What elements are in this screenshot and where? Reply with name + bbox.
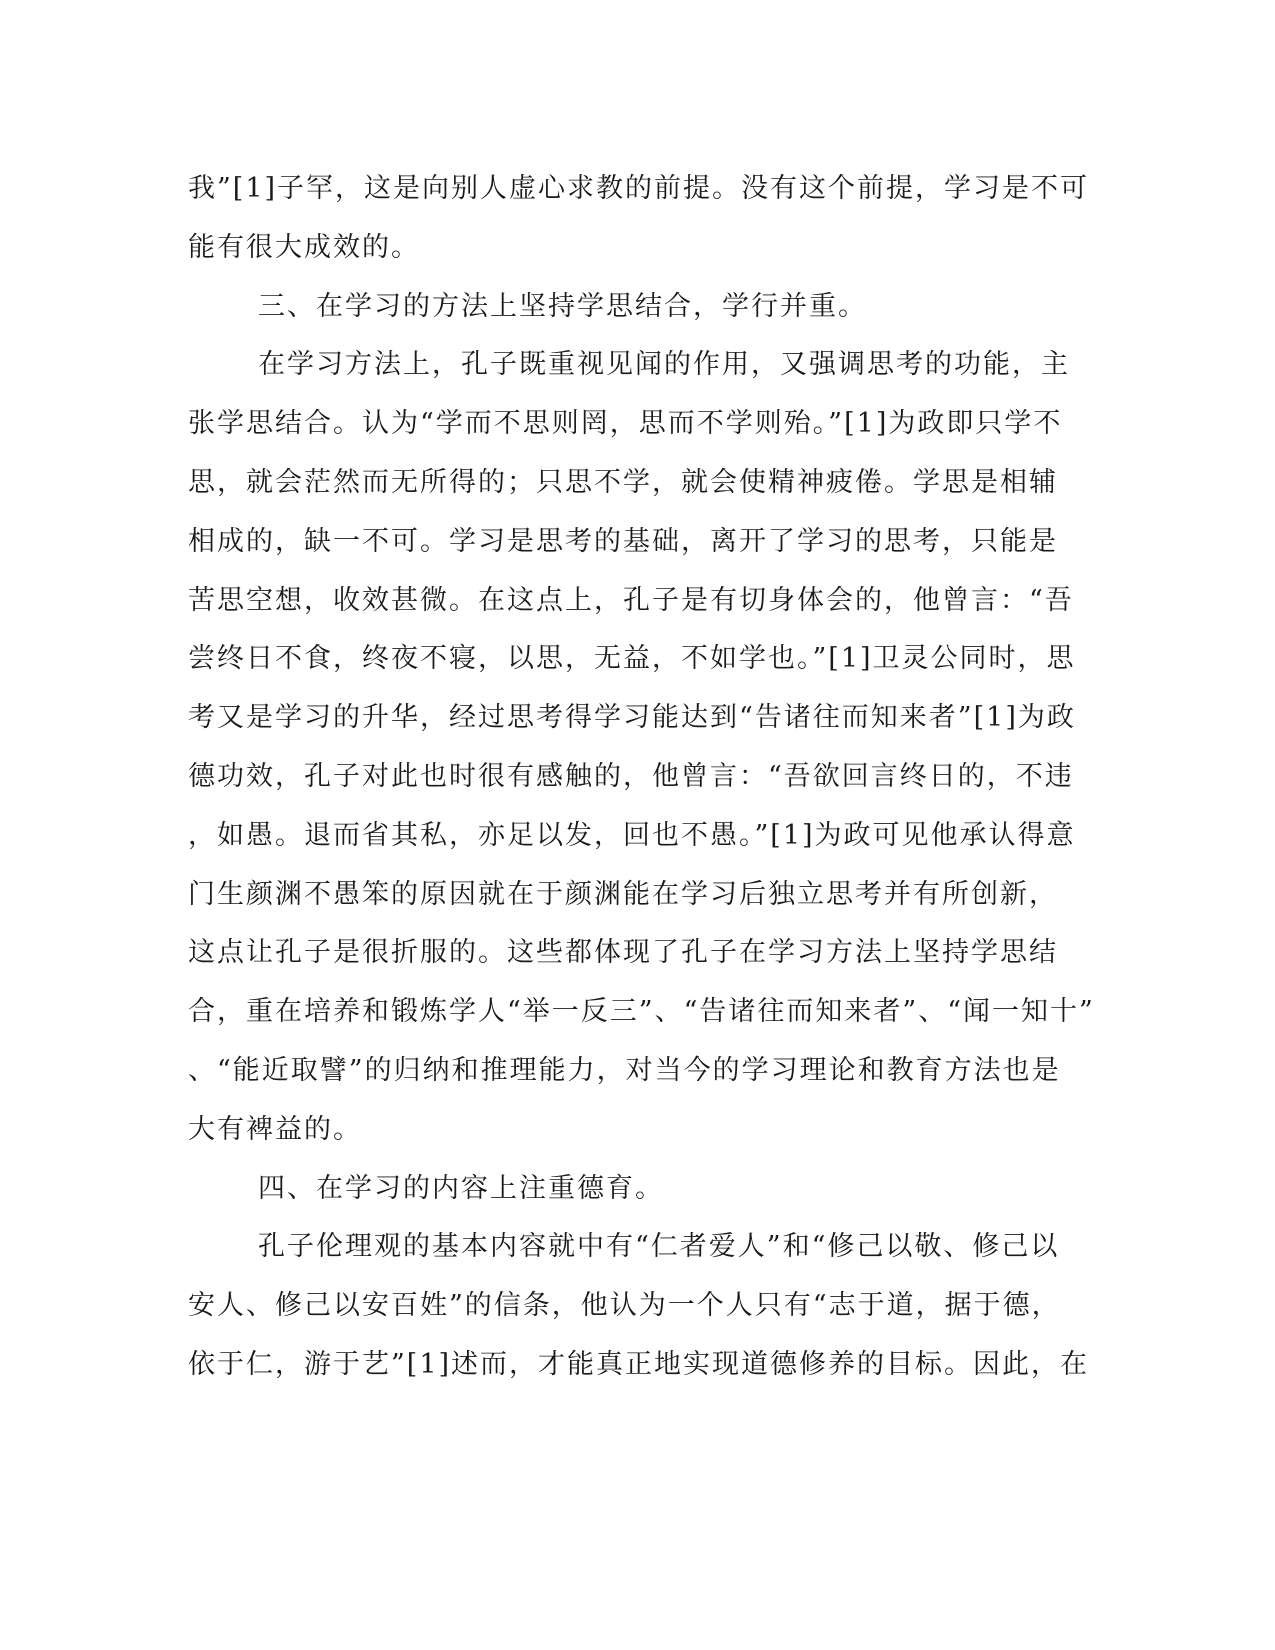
text-line: 门生颜渊不愚笨的原因就在于颜渊能在学习后独立思考并有所创新， [188,878,1058,910]
text-line: 尝终日不食，终夜不寝，以思，无益，不如学也。”[1]卫灵公同时，思 [188,643,1076,675]
text-line: ，如愚。退而省其私，亦足以发，回也不愚。”[1]为政可见他承认得意 [188,819,1076,851]
text-line: 苦思空想，收效甚微。在这点上，孔子是有切身体会的，他曾言：“吾 [188,584,1074,616]
section-heading-3: 三、在学习的方法上坚持学思结合，学行并重。 [258,290,867,322]
text-line: 我”[1]子罕，这是向别人虚心求教的前提。没有这个前提，学习是不可 [188,173,1090,204]
text-line: 能有很大成效的。 [188,231,420,263]
text-line: 思，就会茫然而无所得的；只思不学，就会使精神疲倦。学思是相辅 [188,466,1058,498]
text-line: 张学思结合。认为“学而不思则罔，思而不学则殆。”[1]为政即只学不 [188,408,1063,440]
text-line: 依于仁，游于艺”[1]述而，才能真正地实现道德修养的目标。因此，在 [188,1348,1090,1380]
text-line: 、“能近取譬”的归纳和推理能力，对当今的学习理论和教育方法也是 [188,1054,1061,1086]
text-line: 大有裨益的。 [188,1113,362,1145]
section-heading-4: 四、在学习的内容上注重德育。 [258,1172,664,1204]
text-line: 德功效，孔子对此也时很有感触的，他曾言：“吾欲回言终日的，不违 [188,760,1074,792]
paragraph-start: 在学习方法上，孔子既重视见闻的作用，又强调思考的功能，主 [258,349,1070,381]
paragraph-start: 孔子伦理观的基本内容就中有“仁者爱人”和“修己以敬、修己以 [258,1231,1060,1263]
text-line: 合，重在培养和锻炼学人“举一反三”、“告诸往而知来者”、“闻一知十” [188,996,1095,1028]
text-line: 考又是学习的升华，经过思考得学习能达到“告诸往而知来者”[1]为政 [188,702,1076,734]
text-line: 这点让孔子是很折服的。这些都体现了孔子在学习方法上坚持学思结 [188,937,1058,969]
body-text [188,160,1095,1395]
text-line: 相成的，缺一不可。学习是思考的基础，离开了学习的思考，只能是 [188,525,1058,557]
text-line: 安人、修己以安百姓”的信条，他认为一个人只有“志于道，据于德， [188,1290,1061,1322]
